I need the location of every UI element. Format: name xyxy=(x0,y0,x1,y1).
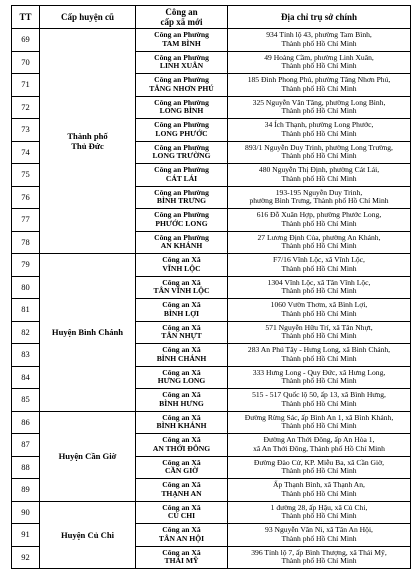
row-number: 77 xyxy=(12,209,40,232)
police-unit-cell xyxy=(136,366,228,389)
address-line1: Đường An Thới Đông, ấp An Hòa 1, xyxy=(263,435,375,445)
row-number: 70 xyxy=(12,51,40,74)
police-address-table xyxy=(11,5,411,569)
police-unit-name: BÌNH TRƯNG xyxy=(156,196,207,206)
row-number: 88 xyxy=(12,456,40,479)
police-unit-type: Công an Xã xyxy=(162,457,201,467)
police-unit-type: Công an Xã xyxy=(162,525,201,535)
police-unit-name: BÌNH CHÁNH xyxy=(156,353,207,363)
police-unit-type: Công an Phường xyxy=(154,120,209,130)
police-unit-type: Công an Phường xyxy=(154,210,209,220)
police-unit-cell xyxy=(136,411,228,434)
row-number: 78 xyxy=(12,231,40,254)
police-unit-cell xyxy=(136,546,228,569)
police-unit-cell xyxy=(136,186,228,209)
address-line2: Thành phố Hồ Chí Minh xyxy=(281,308,357,318)
police-unit-name: TĂNG NHƠN PHÚ xyxy=(149,83,214,93)
address-cell xyxy=(228,366,411,389)
address-line1: Đường Rừng Sác, ấp Bình An 1, xã Bình Khánh, xyxy=(244,412,394,422)
address-line1: 934 Tỉnh lộ 43, phường Tam Bình, xyxy=(266,30,372,40)
police-unit-name: CÁT LÁI xyxy=(165,173,198,183)
police-unit-cell xyxy=(136,164,228,187)
row-number: 72 xyxy=(12,96,40,119)
police-unit-type: Công an Xã xyxy=(162,277,201,287)
police-unit-cell xyxy=(136,344,228,367)
table-row xyxy=(12,411,411,434)
address-line2: Thành phố Hồ Chí Minh xyxy=(281,106,357,116)
police-unit-type: Công an Phường xyxy=(154,165,209,175)
address-line1: Đường Đào Cử, KP. Miễu Ba, xã Cần Giờ, xyxy=(253,457,385,467)
header-police xyxy=(136,6,228,29)
police-unit-type: Công an Phường xyxy=(154,187,209,197)
police-unit-type: Công an Xã xyxy=(162,547,201,557)
row-number: 90 xyxy=(12,501,40,524)
address-cell xyxy=(228,344,411,367)
address-line2: xã An Thới Đông, Thành phố Hồ Chí Minh xyxy=(253,443,385,453)
address-line2: Thành phố Hồ Chí Minh xyxy=(281,533,357,543)
address-line1: Ấp Thạnh Bình, xã Thạnh An, xyxy=(273,480,365,490)
header-police-line2: cấp xã mới xyxy=(160,17,203,27)
police-unit-cell xyxy=(136,254,228,277)
police-unit-name: LONG PHƯỚC xyxy=(155,128,208,138)
address-line1: 1304 Vĩnh Lộc, xã Tân Vĩnh Lộc, xyxy=(267,277,371,287)
address-line1: 93 Nguyễn Văn Ni, xã Tân An Hội, xyxy=(265,525,373,535)
table-row xyxy=(12,254,411,277)
header-row xyxy=(12,6,411,29)
address-line2: Thành phố Hồ Chí Minh xyxy=(281,466,357,476)
address-line1: 1 đường 28, ấp Hậu, xã Củ Chi, xyxy=(270,502,368,512)
address-line1: 283 An Phú Tây - Hưng Long, xã Bình Chánh, xyxy=(247,345,391,355)
address-line1: 193-195 Nguyễn Duy Trinh, xyxy=(275,187,363,197)
address-line1: F7/16 Vĩnh Lộc, xã Vĩnh Lộc, xyxy=(273,255,365,265)
address-line2: Thành phố Hồ Chí Minh xyxy=(281,151,357,161)
police-unit-cell xyxy=(136,456,228,479)
police-unit-type: Công an Xã xyxy=(162,345,201,355)
police-unit-type: Công an Xã xyxy=(162,367,201,377)
police-unit-name: HƯNG LONG xyxy=(157,376,206,386)
police-unit-name: CẦN GIỜ xyxy=(164,466,199,476)
district-cell xyxy=(40,254,136,412)
address-line1: 480 Nguyễn Thị Định, phường Cát Lái, xyxy=(258,165,380,175)
row-number: 73 xyxy=(12,119,40,142)
address-cell xyxy=(228,479,411,502)
police-unit-name: TAM BÌNH xyxy=(162,38,201,48)
police-unit-name: AN KHÁNH xyxy=(160,241,203,251)
address-cell xyxy=(228,209,411,232)
address-line1: 333 Hưng Long - Quy Đức, xã Hưng Long, xyxy=(252,367,386,377)
address-cell xyxy=(228,231,411,254)
address-line2: phường Bình Trưng, Thành phố Hồ Chí Minh xyxy=(249,196,389,206)
police-unit-name: THẠNH AN xyxy=(161,488,202,498)
row-number: 74 xyxy=(12,141,40,164)
row-number: 82 xyxy=(12,321,40,344)
address-cell xyxy=(228,546,411,569)
police-unit-type: Công an Phường xyxy=(154,52,209,62)
address-line2: Thành phố Hồ Chí Minh xyxy=(281,421,357,431)
address-line1: 27 Lương Định Của, phường An Khánh, xyxy=(257,232,381,242)
row-number: 89 xyxy=(12,479,40,502)
address-line1: 325 Nguyễn Văn Tăng, phường Long Bình, xyxy=(252,97,386,107)
district-name-line1: Huyện Bình Chánh xyxy=(51,327,124,338)
police-unit-name: VĨNH LỘC xyxy=(162,263,201,273)
address-line2: Thành phố Hồ Chí Minh xyxy=(281,376,357,386)
row-number: 76 xyxy=(12,186,40,209)
district-name-line1: Huyện Củ Chi xyxy=(60,529,114,540)
address-line2: Thành phố Hồ Chí Minh xyxy=(281,511,357,521)
police-unit-cell xyxy=(136,321,228,344)
police-unit-name: THÁI MỸ xyxy=(164,556,199,566)
address-cell xyxy=(228,299,411,322)
row-number: 86 xyxy=(12,411,40,434)
police-unit-name: PHƯỚC LONG xyxy=(155,218,208,228)
police-unit-type: Công an Phường xyxy=(154,97,209,107)
police-unit-name: BÌNH LỢI xyxy=(163,308,200,318)
address-line1: 1060 Vườn Thơm, xã Bình Lợi, xyxy=(270,300,368,310)
police-unit-type: Công an Xã xyxy=(162,480,201,490)
address-cell xyxy=(228,389,411,412)
district-cell xyxy=(40,501,136,569)
address-line2: Thành phố Hồ Chí Minh xyxy=(281,61,357,71)
address-line2: Thành phố Hồ Chí Minh xyxy=(281,353,357,363)
address-cell xyxy=(228,524,411,547)
row-number: 83 xyxy=(12,344,40,367)
police-unit-type: Công an Xã xyxy=(162,255,201,265)
police-unit-type: Công an Phường xyxy=(154,142,209,152)
address-cell xyxy=(228,321,411,344)
police-unit-name: CỦ CHI xyxy=(167,511,196,521)
address-cell xyxy=(228,119,411,142)
police-unit-cell xyxy=(136,501,228,524)
address-line1: 49 Hoàng Cầm, phường Linh Xuân, xyxy=(264,52,374,62)
police-unit-cell xyxy=(136,141,228,164)
row-number: 85 xyxy=(12,389,40,412)
address-line1: 616 Đỗ Xuân Hợp, phường Phước Long, xyxy=(256,210,382,220)
address-line2: Thành phố Hồ Chí Minh xyxy=(281,241,357,251)
header-address: Địa chỉ trụ sở chính xyxy=(228,6,411,29)
address-cell xyxy=(228,74,411,97)
address-cell xyxy=(228,164,411,187)
row-number: 92 xyxy=(12,546,40,569)
address-line1: 396 Tỉnh lộ 7, ấp Bình Thượng, xã Thái Mỹ, xyxy=(251,547,387,557)
police-unit-cell xyxy=(136,29,228,52)
row-number: 79 xyxy=(12,254,40,277)
police-unit-name: TÂN VĨNH LỘC xyxy=(153,286,210,296)
row-number: 91 xyxy=(12,524,40,547)
address-line2: Thành phố Hồ Chí Minh xyxy=(281,556,357,566)
address-cell xyxy=(228,51,411,74)
address-line2: Thành phố Hồ Chí Minh xyxy=(281,286,357,296)
police-unit-cell xyxy=(136,209,228,232)
district-name-line1: Thành phố xyxy=(67,131,108,141)
police-unit-cell xyxy=(136,389,228,412)
address-line1: 185 Đình Phong Phú, phường Tăng Nhơn Phú, xyxy=(247,75,391,85)
address-line2: Thành phố Hồ Chí Minh xyxy=(281,488,357,498)
district-cell xyxy=(40,411,136,501)
police-unit-cell xyxy=(136,96,228,119)
address-line2: Thành phố Hồ Chí Minh xyxy=(281,331,357,341)
police-unit-type: Công an Phường xyxy=(154,232,209,242)
address-cell xyxy=(228,434,411,457)
police-unit-name: TÂN AN HỘI xyxy=(158,533,205,543)
table-row xyxy=(12,29,411,52)
row-number: 87 xyxy=(12,434,40,457)
address-cell xyxy=(228,254,411,277)
address-line1: 34 Ích Thạnh, phường Long Phước, xyxy=(264,120,374,130)
row-number: 69 xyxy=(12,29,40,52)
address-line2: Thành phố Hồ Chí Minh xyxy=(281,38,357,48)
police-unit-name: BÌNH KHÁNH xyxy=(156,421,207,431)
police-unit-type: Công an Xã xyxy=(162,322,201,332)
police-unit-cell xyxy=(136,231,228,254)
row-number: 75 xyxy=(12,164,40,187)
police-unit-cell xyxy=(136,524,228,547)
district-name-line1: Huyện Cần Giờ xyxy=(58,451,117,461)
police-unit-type: Công an Xã xyxy=(162,390,201,400)
address-line2: Thành phố Hồ Chí Minh xyxy=(281,83,357,93)
police-unit-cell xyxy=(136,119,228,142)
header-district: Cấp huyện cũ xyxy=(40,6,136,29)
police-unit-type: Công an Phường xyxy=(154,75,209,85)
police-unit-cell xyxy=(136,276,228,299)
address-cell xyxy=(228,411,411,434)
header-police-line1: Công an xyxy=(165,7,198,17)
header-tt: TT xyxy=(12,6,40,29)
address-line2: Thành phố Hồ Chí Minh xyxy=(281,173,357,183)
row-number: 80 xyxy=(12,276,40,299)
address-cell xyxy=(228,141,411,164)
police-unit-type: Công an Xã xyxy=(162,412,201,422)
address-line2: Thành phố Hồ Chí Minh xyxy=(281,263,357,273)
address-cell xyxy=(228,29,411,52)
police-unit-type: Công an Xã xyxy=(162,502,201,512)
address-line1: 893/1 Nguyễn Duy Trinh, phường Long Trường, xyxy=(245,142,393,152)
police-unit-type: Công an Xã xyxy=(162,300,201,310)
address-cell xyxy=(228,276,411,299)
police-unit-name: BÌNH HƯNG xyxy=(159,398,204,408)
police-unit-cell xyxy=(136,74,228,97)
row-number: 81 xyxy=(12,299,40,322)
district-name-line2: Thủ Đức xyxy=(71,141,104,151)
police-unit-cell xyxy=(136,299,228,322)
address-line2: Thành phố Hồ Chí Minh xyxy=(281,218,357,228)
address-line1: 515 - 517 Quốc lộ 50, ấp 13, xã Bình Hưng, xyxy=(252,390,386,400)
address-cell xyxy=(228,186,411,209)
police-unit-type: Công an Xã xyxy=(162,435,201,445)
address-line2: Thành phố Hồ Chí Minh xyxy=(281,128,357,138)
table-row xyxy=(12,501,411,524)
district-cell xyxy=(40,29,136,254)
address-line1: 571 Nguyễn Hữu Trí, xã Tân Nhựt, xyxy=(265,322,373,332)
address-line2: Thành phố Hồ Chí Minh xyxy=(281,398,357,408)
address-cell xyxy=(228,456,411,479)
police-unit-name: LONG BÌNH xyxy=(159,106,204,116)
police-unit-cell xyxy=(136,479,228,502)
address-cell xyxy=(228,501,411,524)
address-cell xyxy=(228,96,411,119)
police-unit-cell xyxy=(136,51,228,74)
police-unit-name: TÂN NHỰT xyxy=(161,331,202,341)
row-number: 84 xyxy=(12,366,40,389)
police-unit-name: AN THỚI ĐÔNG xyxy=(152,443,211,453)
police-unit-name: LONG TRƯỜNG xyxy=(152,151,211,161)
row-number: 71 xyxy=(12,74,40,97)
police-unit-name: LINH XUÂN xyxy=(159,61,204,71)
police-unit-cell xyxy=(136,434,228,457)
police-unit-type: Công an Phường xyxy=(154,30,209,40)
